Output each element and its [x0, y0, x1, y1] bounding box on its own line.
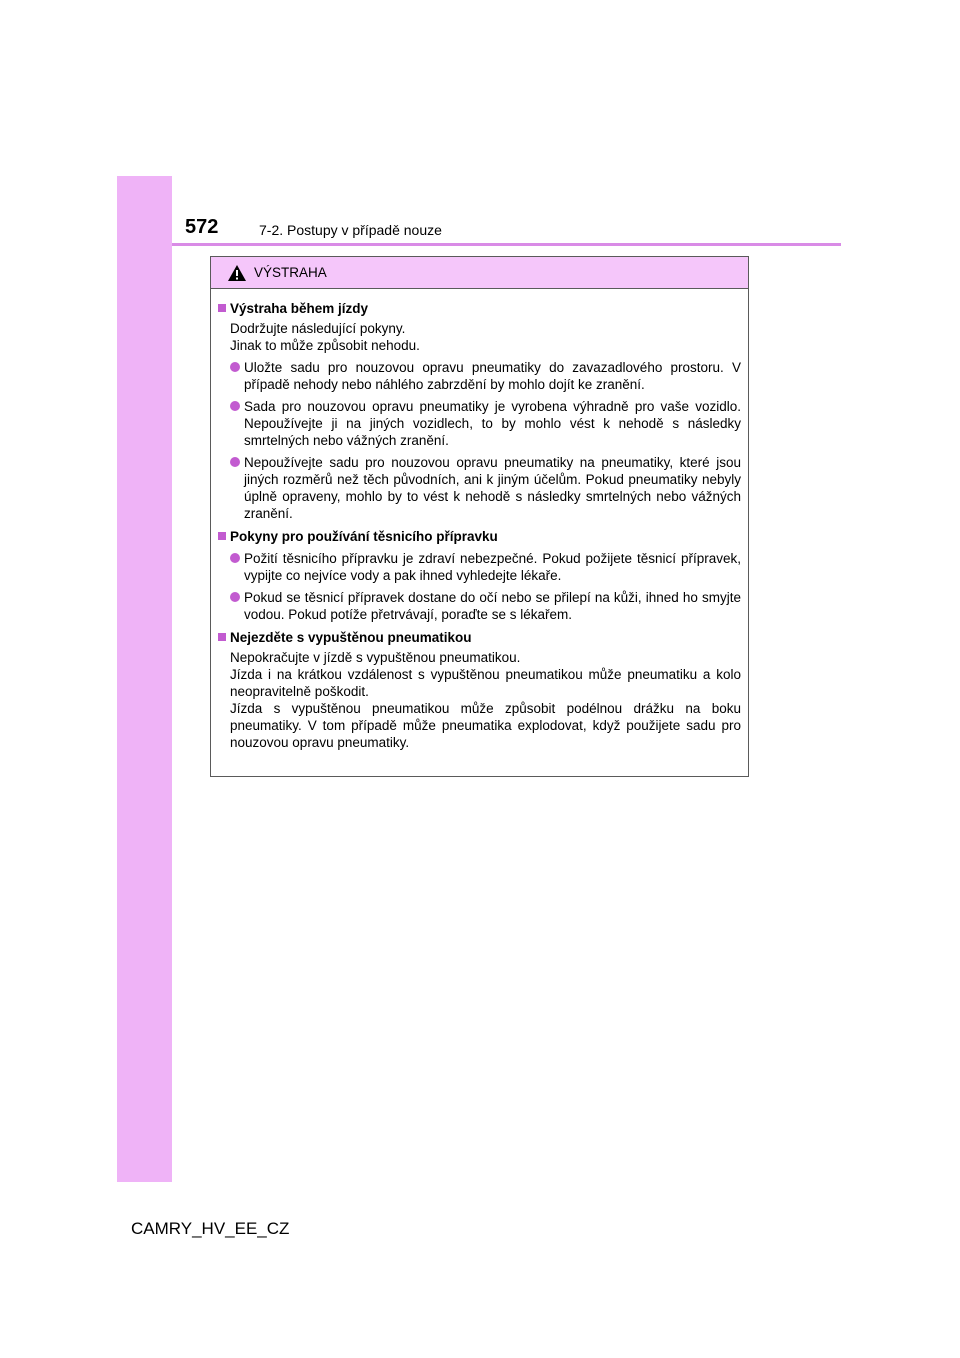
round-bullet-icon [230, 553, 240, 563]
list-item: Pokud se těsnicí přípravek dostane do očí nebo se přilepí na kůži, ihned ho smyjte vodou. Pokud potíže přetrvávají, poraďte se s lékařem. [218, 589, 741, 623]
paragraph: Dodržujte následující pokyny. [230, 321, 406, 336]
list-item: Sada pro nouzovou opravu pneumatiky je vyrobena výhradně pro vaše vozidlo. Nepoužívejte ji na jiných vozidlech, to by mohlo vést k nehodě s následky smrtelných nebo vážných zranění. [218, 398, 741, 449]
round-bullet-icon [230, 592, 240, 602]
document-code: CAMRY_HV_EE_CZ [131, 1219, 290, 1238]
paragraph: Jinak to může způsobit nehodu. [230, 338, 420, 353]
warning-triangle-icon [227, 264, 247, 282]
round-bullet-icon [230, 401, 240, 411]
section-heading: Nejezděte s vypuštěnou pneumatikou [218, 629, 741, 646]
section-heading: Výstraha během jízdy [218, 300, 741, 317]
header-rule [172, 243, 841, 246]
paragraph: Nepokračujte v jízdě s vypuštěnou pneumatikou. [230, 650, 521, 665]
square-bullet-icon [218, 532, 226, 540]
page-number: 572 [185, 216, 219, 238]
section-heading: Pokyny pro používání těsnicího přípravku [218, 528, 741, 545]
square-bullet-icon [218, 633, 226, 641]
round-bullet-icon [230, 362, 240, 372]
warning-header [211, 257, 748, 289]
list-item: Uložte sadu pro nouzovou opravu pneumatiky do zavazadlového prostoru. V případě nehody nebo náhlého zabrzdění by mohlo dojít ke zranění. [218, 359, 741, 393]
section-title: 7-2. Postupy v případě nouze [259, 222, 442, 238]
warning-body [211, 289, 748, 751]
paragraph: Jízda i na krátkou vzdálenost s vypuštěnou pneumatikou může pneumatiku a kolo neopravitelně poškodit. [230, 667, 741, 699]
round-bullet-icon [230, 457, 240, 467]
square-bullet-icon [218, 304, 226, 312]
list-item: Nepoužívejte sadu pro nouzovou opravu pneumatiky na pneumatiky, které jsou jiných rozměrů než těch původních, ani k jiným účelům. Pokud pneumatiky nebyly úplně opraveny, mohlo by to vést k nehodě s následky smrtelných nebo vážných zranění. [218, 454, 741, 522]
list-item: Požití těsnicího přípravku je zdraví nebezpečné. Pokud požijete těsnicí přípravek, vypijte co nejvíce vody a pak ihned vyhledejte lékaře. [218, 550, 741, 584]
chapter-sidebar-tab [117, 176, 172, 1182]
warning-title: VÝSTRAHA [254, 265, 327, 280]
paragraph: Jízda s vypuštěnou pneumatikou může způsobit podélnou drážku na boku pneumatiky. V tom případě může pneumatika explodovat, když použijete sadu pro nouzovou opravu pneumatiky. [230, 701, 741, 750]
warning-box [210, 256, 749, 777]
